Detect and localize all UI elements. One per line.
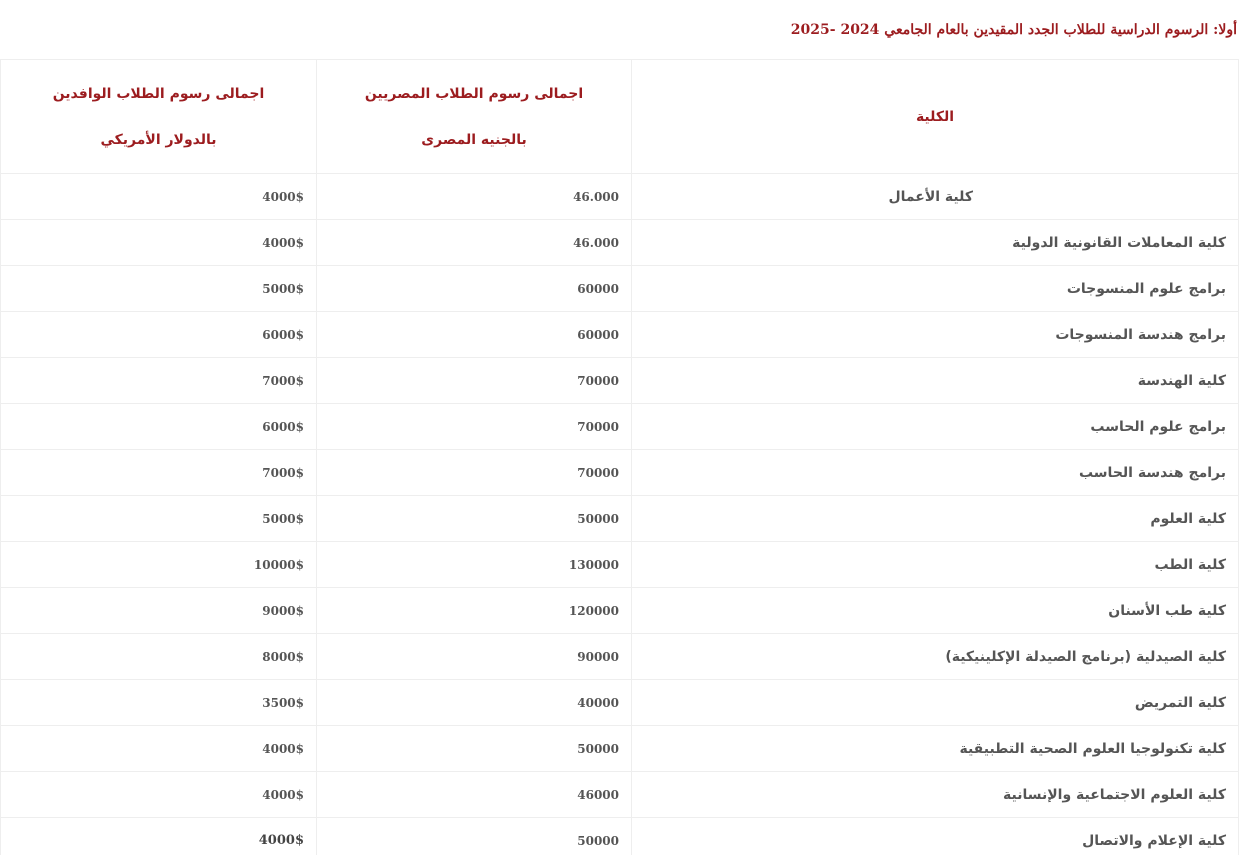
egyptian-fee-cell: 70000 [317,404,632,450]
foreign-fee-cell: 5000$ [1,266,317,312]
foreign-fee-cell: 3500$ [1,680,317,726]
table-row [1,358,1239,404]
faculty-name-cell: برامج هندسة الحاسب [632,450,1239,496]
foreign-fee-cell: 8000$ [1,634,317,680]
foreign-fee-cell: 4000$ [1,220,317,266]
table-row [1,588,1239,634]
foreign-fee-cell: 4000$ [1,726,317,772]
faculty-name-cell: كلية العلوم الاجتماعية والإنسانية [632,772,1239,818]
egyptian-fee-cell: 60000 [317,266,632,312]
faculty-name-cell: كلية تكنولوجيا العلوم الصحية التطبيقية [632,726,1239,772]
faculty-name-cell: كلية الأعمال [632,174,1239,220]
egyptian-fee-cell: 46.000 [317,220,632,266]
faculty-name-cell: برامج علوم المنسوجات [632,266,1239,312]
table-row [1,450,1239,496]
egyptian-fee-cell: 60000 [317,312,632,358]
tuition-fees-table [0,59,1239,855]
foreign-fee-cell: 10000$ [1,542,317,588]
foreign-fee-cell: 5000$ [1,496,317,542]
faculty-name-cell: كلية الصيدلية (برنامج الصيدلة الإكلينيكية) [632,634,1239,680]
egyptian-fee-cell: 70000 [317,450,632,496]
table-header-row [1,60,1239,174]
faculty-name-cell: كلية طب الأسنان [632,588,1239,634]
faculty-name-cell: كلية الهندسة [632,358,1239,404]
foreign-fee-cell: 4000$ [1,772,317,818]
table-row [1,220,1239,266]
foreign-fee-cell: 9000$ [1,588,317,634]
egyptian-fee-cell: 46.000 [317,174,632,220]
egyptian-fee-cell: 50000 [317,496,632,542]
header-egyptian-fees-line1: اجمالى رسوم الطلاب المصريين [364,85,584,102]
foreign-fee-cell: 6000$ [1,404,317,450]
faculty-name-cell: كلية العلوم [632,496,1239,542]
table-row [1,634,1239,680]
egyptian-fee-cell: 130000 [317,542,632,588]
table-row [1,266,1239,312]
egyptian-fee-cell: 120000 [317,588,632,634]
page-heading: أولا: الرسوم الدراسية للطلاب الجدد المقيدين بالعام الجامعي 2024 -2025 [790,22,1237,38]
foreign-fee-cell: 7000$ [1,358,317,404]
egyptian-fee-cell: 50000 [317,726,632,772]
header-foreign-fees-line1: اجمالى رسوم الطلاب الوافدين [52,85,265,102]
table-row [1,680,1239,726]
faculty-name-cell: كلية التمريض [632,680,1239,726]
faculty-name-cell: كلية الإعلام والاتصال [632,818,1239,855]
header-foreign-fees [1,60,317,174]
header-faculty-label: الكلية [915,108,955,125]
header-foreign-fees-line2: بالدولار الأمريكي [100,131,217,148]
table-row [1,174,1239,220]
table-row [1,404,1239,450]
foreign-fee-cell: 4000$ [1,818,317,855]
egyptian-fee-cell: 50000 [317,818,632,855]
foreign-fee-cell: 7000$ [1,450,317,496]
egyptian-fee-cell: 46000 [317,772,632,818]
faculty-name-cell: كلية المعاملات القانونية الدولية [632,220,1239,266]
table-row [1,312,1239,358]
faculty-name-cell: برامج علوم الحاسب [632,404,1239,450]
egyptian-fee-cell: 90000 [317,634,632,680]
faculty-name-cell: برامج هندسة المنسوجات [632,312,1239,358]
egyptian-fee-cell: 40000 [317,680,632,726]
table-row [1,772,1239,818]
foreign-fee-cell: 4000$ [1,174,317,220]
table-row [1,542,1239,588]
table-row [1,818,1239,855]
header-egyptian-fees-line2: بالجنيه المصرى [421,131,527,148]
table-row [1,726,1239,772]
foreign-fee-cell: 6000$ [1,312,317,358]
faculty-name-cell: كلية الطب [632,542,1239,588]
table-row [1,496,1239,542]
header-egyptian-fees [317,60,632,174]
header-faculty [632,60,1239,174]
egyptian-fee-cell: 70000 [317,358,632,404]
